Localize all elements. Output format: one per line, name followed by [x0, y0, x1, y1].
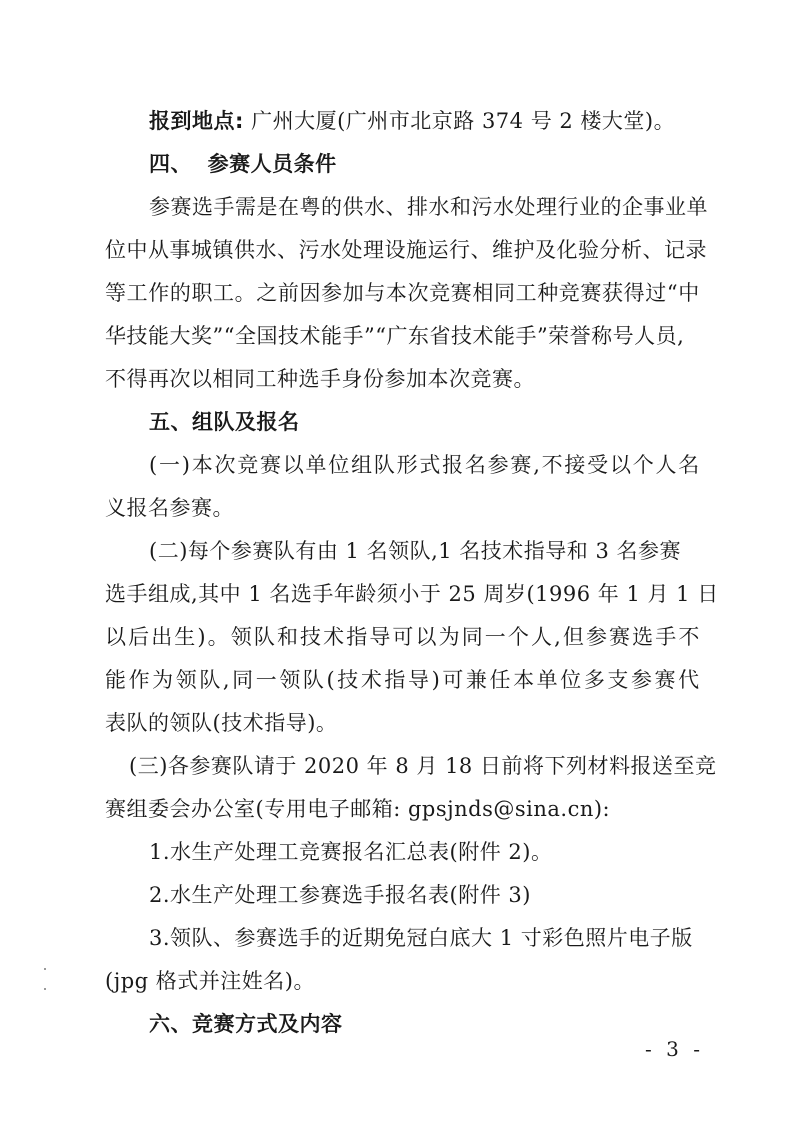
glyph: 个 [507, 625, 530, 649]
glyph: 赛 [450, 281, 473, 305]
glyph: 兼 [465, 668, 488, 692]
glyph: 单 [536, 668, 559, 692]
glyph: 护 [513, 238, 535, 262]
glyph: 同 [232, 668, 254, 692]
glyph: 不 [678, 625, 700, 649]
glyph: 位 [105, 238, 127, 262]
glyph: 析 [621, 238, 643, 262]
glyph: 为 [438, 625, 461, 649]
glyph: 、 [277, 238, 299, 262]
glyph: 、 [642, 238, 664, 262]
glyph: 作 [148, 281, 170, 305]
glyph: 污 [298, 238, 320, 262]
glyph: 一 [255, 668, 278, 692]
glyph: 水 [255, 238, 277, 262]
glyph: 以 [282, 453, 305, 477]
glyph: 一 [484, 625, 507, 649]
glyph: 单 [686, 195, 708, 219]
glyph: ) [181, 453, 191, 477]
glyph: 技 [300, 625, 322, 649]
glyph: 、 [470, 238, 492, 262]
glyph: 过 [645, 281, 667, 305]
glyph: 赛 [170, 195, 192, 219]
glyph: 粤 [299, 195, 321, 219]
section-5-item-2-line-3 [105, 623, 700, 651]
glyph: 人 [530, 625, 553, 649]
glyph: 领 [230, 625, 253, 649]
glyph: 的 [321, 195, 343, 219]
report-location-line [149, 107, 675, 135]
glyph: 事 [643, 195, 665, 219]
section-5-item-1-line-2: 义报名参赛。 [105, 496, 234, 520]
glyph: 次 [214, 453, 236, 477]
material-item-3: 3.领队、参赛选手的近期免冠白底大 1 寸彩色照片电子版 [149, 926, 693, 950]
material-item-3-cont: (jpg 格式并注姓名)。 [105, 969, 315, 993]
glyph: 形 [396, 453, 419, 477]
glyph: “ [666, 281, 679, 305]
glyph: 从 [148, 238, 170, 262]
glyph: 加 [342, 281, 365, 305]
glyph: 队 [373, 453, 396, 477]
glyph: 次 [407, 281, 430, 305]
glyph: 。 [234, 281, 257, 305]
glyph: 获 [602, 281, 624, 305]
glyph: 本 [513, 668, 535, 692]
glyph: 工 [213, 281, 235, 305]
glyph: 任 [489, 668, 511, 692]
glyph: 水 [364, 195, 386, 219]
glyph: 参 [585, 625, 608, 649]
glyph: 位 [560, 668, 582, 692]
glyph: 水 [320, 238, 342, 262]
glyph: 手 [213, 195, 235, 219]
glyph: 接 [564, 453, 586, 477]
glyph: , [554, 625, 562, 649]
glyph: 和 [450, 195, 472, 219]
glyph: 领 [279, 668, 301, 692]
glyph: 可 [442, 668, 464, 692]
section-4-heading: 四、 参赛人员条件 [149, 152, 337, 176]
glyph: 在 [278, 195, 300, 219]
glyph: 工 [515, 281, 538, 305]
section-4-line-4: 华技能大奖”“全国技术能手”“广东省技术能手”荣誉称号人员, [105, 324, 685, 348]
glyph: 竞 [237, 453, 259, 477]
glyph: 不 [541, 453, 564, 477]
glyph: 为 [152, 668, 174, 692]
section-5-item-2-line-5: 表队的领队(技术指导)。 [105, 711, 338, 735]
glyph: 分 [599, 238, 621, 262]
glyph: 。 [207, 625, 230, 649]
glyph: 以 [415, 625, 438, 649]
scan-speck [44, 988, 46, 990]
glyph: 一 [158, 453, 181, 477]
glyph: 组 [351, 453, 373, 477]
glyph: 作 [128, 668, 151, 692]
glyph: 及 [535, 238, 557, 262]
glyph: 术 [360, 668, 383, 692]
glyph: 竞 [558, 281, 581, 305]
glyph: 领 [175, 668, 198, 692]
glyph: 支 [607, 668, 629, 692]
glyph: 技 [337, 668, 359, 692]
section-5-heading: 五、组队及报名 [149, 410, 300, 434]
glyph: 本 [385, 281, 408, 305]
glyph: 赛 [510, 453, 532, 477]
glyph: 与 [364, 281, 386, 305]
glyph: 指 [346, 625, 368, 649]
glyph: 中 [126, 238, 148, 262]
glyph: 需 [235, 195, 257, 219]
glyph: 单 [305, 453, 328, 477]
section-6-heading: 六、竞赛方式及内容 [149, 1012, 343, 1036]
glyph: 后 [128, 625, 150, 649]
glyph: 人 [655, 453, 677, 477]
glyph: 事 [169, 238, 191, 262]
glyph: 是 [256, 195, 278, 219]
section-5-item-3-line-1: (三)各参赛队请于 2020 年 8 月 18 日前将下列材料报送至竞 [129, 754, 717, 778]
glyph: 污 [471, 195, 493, 219]
glyph: ) [197, 625, 207, 649]
glyph: 的 [600, 195, 622, 219]
glyph: 等 [105, 281, 127, 305]
glyph: 位 [328, 453, 350, 477]
glyph: 参 [487, 453, 510, 477]
glyph: 多 [583, 668, 606, 692]
glyph: 个 [632, 453, 655, 477]
glyph: 理 [536, 195, 558, 219]
glyph: 参 [630, 668, 653, 692]
section-5-item-2-line-2: 选手组成,其中 1 名选手年龄须小于 25 周岁(1996 年 1 月 1 日 [105, 582, 719, 606]
glyph: 前 [277, 281, 300, 305]
glyph: 赛 [654, 668, 677, 692]
report-location-label: 报到地点: [149, 109, 244, 133]
glyph: 业 [665, 195, 687, 219]
page-number: - 3 - [645, 1037, 704, 1061]
glyph: 名 [678, 453, 700, 477]
glyph: 之 [256, 281, 278, 305]
glyph: 受 [587, 453, 609, 477]
glyph: 同 [493, 281, 516, 305]
glyph: 名 [464, 453, 487, 477]
glyph: 相 [472, 281, 494, 305]
glyph: 的 [169, 281, 192, 305]
glyph: 业 [579, 195, 601, 219]
glyph: 能 [105, 668, 127, 692]
glyph: 赛 [260, 453, 282, 477]
glyph: 赛 [609, 625, 631, 649]
glyph: 水 [493, 195, 515, 219]
section-5-item-3-line-2: 赛组委会办公室(专用电子邮箱: gpsjnds@sina.cn): [105, 797, 611, 821]
glyph: 工 [126, 281, 149, 305]
glyph: 供 [234, 238, 256, 262]
glyph: ( [326, 668, 336, 692]
glyph: 处 [341, 238, 363, 262]
glyph: 行 [449, 238, 471, 262]
glyph: 参 [321, 281, 343, 305]
section-4-line-1 [149, 193, 708, 221]
glyph: , [533, 453, 541, 477]
section-4-line-2 [105, 236, 707, 264]
glyph: 队 [199, 668, 221, 692]
glyph: ( [149, 453, 158, 477]
glyph: 企 [622, 195, 644, 219]
section-5-item-1-line-1 [149, 451, 700, 479]
glyph: 报 [442, 453, 464, 477]
glyph: 选 [632, 625, 654, 649]
scan-speck [44, 968, 46, 970]
glyph: 但 [562, 625, 585, 649]
glyph: 城 [191, 238, 213, 262]
glyph: 竞 [429, 281, 451, 305]
glyph: 赛 [580, 281, 602, 305]
glyph: 录 [685, 238, 707, 262]
material-item-1: 1.水生产处理工竞赛报名汇总表(附件 2)。 [149, 840, 553, 864]
glyph: 同 [461, 625, 484, 649]
glyph: 以 [609, 453, 632, 477]
glyph: 以 [105, 625, 127, 649]
glyph: 供 [342, 195, 364, 219]
material-item-2: 2.水生产处理工参赛选手报名表(附件 3) [149, 883, 531, 907]
glyph: 记 [664, 238, 686, 262]
glyph: 和 [276, 625, 299, 649]
glyph: 选 [192, 195, 214, 219]
glyph: 处 [514, 195, 536, 219]
glyph: 本 [191, 453, 214, 477]
section-5-item-2-line-4 [105, 666, 700, 694]
glyph: 职 [191, 281, 213, 305]
glyph: 排 [407, 195, 429, 219]
glyph: 因 [299, 281, 321, 305]
glyph: ) [431, 668, 441, 692]
glyph: 中 [678, 281, 700, 305]
glyph: 行 [557, 195, 579, 219]
glyph: 种 [537, 281, 559, 305]
glyph: 维 [492, 238, 514, 262]
section-5-item-2-line-1: (二)每个参赛队有由 1 名领队,1 名技术指导和 3 名参赛 [149, 539, 682, 563]
glyph: 理 [363, 238, 385, 262]
glyph: 得 [623, 281, 646, 305]
section-4-line-5: 不得再次以相同工种选手身份参加本次竞赛。 [105, 367, 535, 391]
glyph: 队 [253, 625, 276, 649]
glyph: 设 [384, 238, 406, 262]
glyph: 出 [151, 625, 173, 649]
glyph: , [222, 668, 231, 692]
glyph: 手 [655, 625, 677, 649]
glyph: 队 [302, 668, 325, 692]
glyph: 参 [149, 195, 171, 219]
glyph: 、 [385, 195, 407, 219]
glyph: 导 [407, 668, 430, 692]
glyph: 施 [406, 238, 428, 262]
glyph: 运 [427, 238, 449, 262]
glyph: 镇 [212, 238, 234, 262]
glyph: 水 [428, 195, 450, 219]
glyph: 生 [174, 625, 196, 649]
glyph: 导 [369, 625, 391, 649]
glyph: 化 [556, 238, 578, 262]
glyph: 式 [419, 453, 441, 477]
section-4-line-3 [105, 279, 700, 307]
glyph: 验 [578, 238, 600, 262]
glyph: 术 [323, 625, 345, 649]
glyph: 可 [392, 625, 414, 649]
glyph: 指 [384, 668, 406, 692]
report-location-value: 广州大厦(广州市北京路 374 号 2 楼大堂)。 [243, 109, 676, 133]
glyph: 代 [678, 668, 700, 692]
